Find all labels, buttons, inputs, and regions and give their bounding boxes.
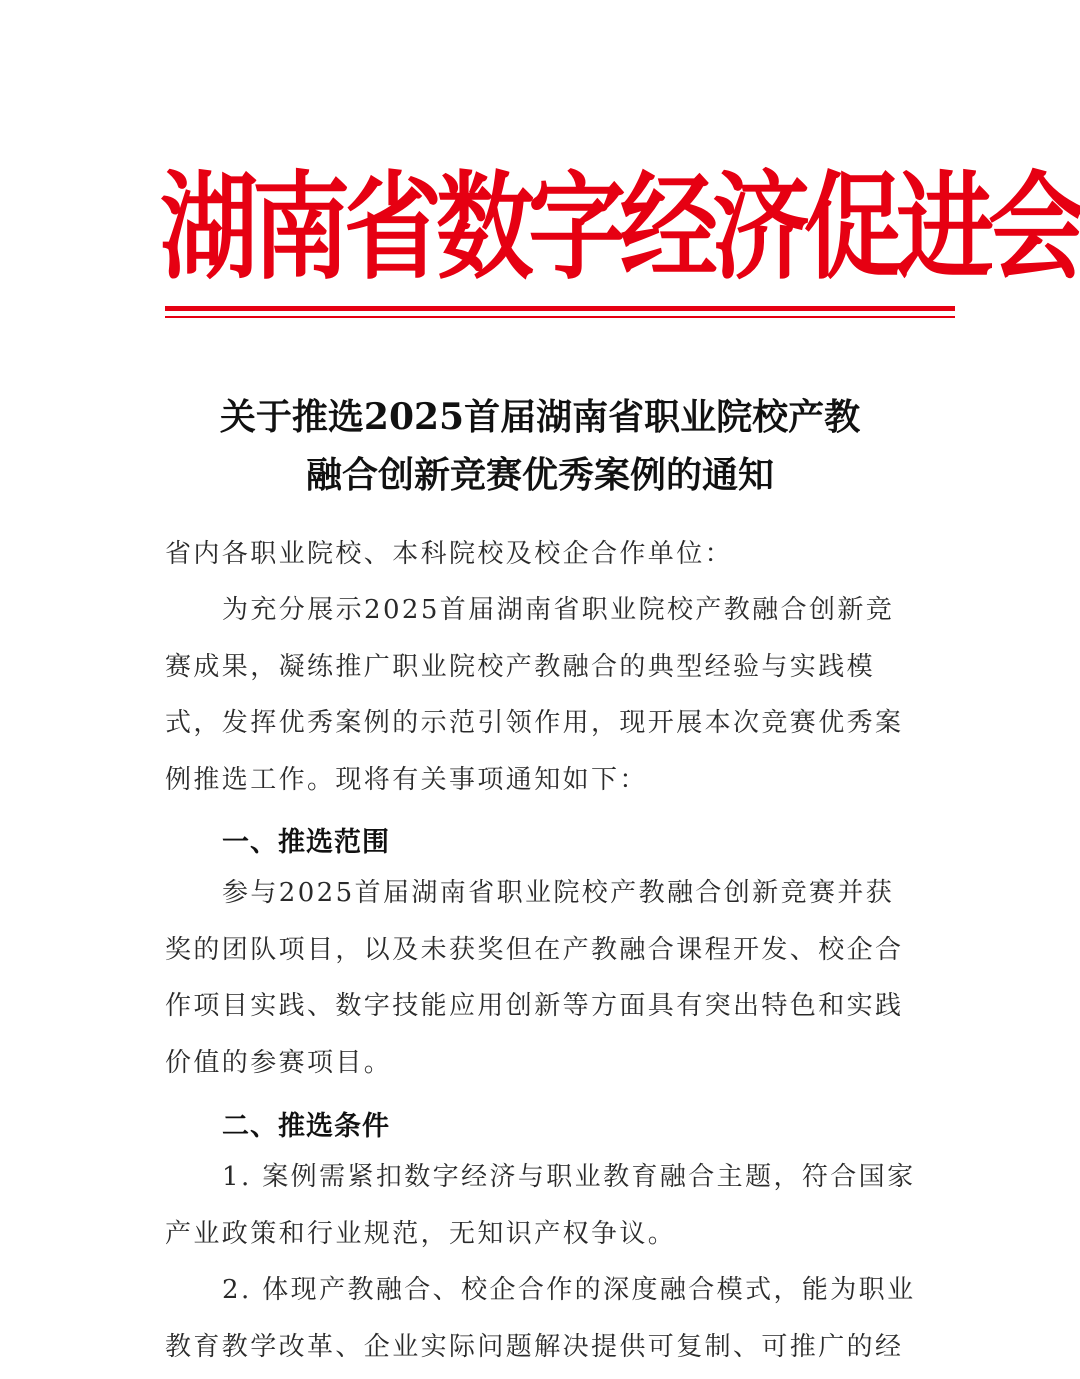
section-1-paragraph [165, 865, 925, 1091]
section-1-line-2: 奖的团队项目，以及未获奖但在产教融合课程开发、校企合 [165, 934, 904, 965]
masthead-title: 湖南省数字经济促进会 [160, 161, 1080, 296]
section-2-item-2 [165, 1262, 925, 1375]
masthead-rule-thick [165, 306, 955, 311]
document-title [140, 388, 940, 504]
title-line-1: 关于推选2025首届湖南省职业院校产教 [219, 396, 861, 438]
title-line-2: 融合创新竞赛优秀案例的通知 [305, 454, 774, 496]
section-2-item-2-line-1: 2. 体现产教融合、校企合作的深度融合模式，能为职业 [222, 1275, 916, 1305]
section-2-heading: 二、推选条件 [222, 1111, 390, 1142]
masthead-rule-thin [165, 316, 955, 318]
section-1-line-1: 参与2025首届湖南省职业院校产教融合创新竞赛并获 [222, 878, 895, 908]
section-1-line-3: 作项目实践、数字技能应用创新等方面具有突出特色和实践 [165, 991, 904, 1021]
section-2-item-1 [165, 1149, 925, 1262]
intro-paragraph [165, 582, 925, 808]
section-2-item-1-line-2: 产业政策和行业规范，无知识产权争议。 [165, 1218, 677, 1249]
salutation: 省内各职业院校、本科院校及校企合作单位： [165, 539, 734, 569]
section-2-item-2-line-2: 教育教学改革、企业实际问题解决提供可复制、可推广的经 [165, 1331, 904, 1362]
section-1-line-4: 价值的参赛项目。 [165, 1047, 393, 1078]
intro-line-2: 赛成果，凝练推广职业院校产教融合的典型经验与实践模 [165, 651, 876, 682]
section-2-item-1-line-1: 1. 案例需紧扣数字经济与职业教育融合主题，符合国家 [222, 1162, 916, 1192]
intro-line-3: 式，发挥优秀案例的示范引领作用，现开展本次竞赛优秀案 [165, 708, 904, 738]
intro-line-1: 为充分展示2025首届湖南省职业院校产教融合创新竞 [222, 595, 895, 625]
section-1-heading: 一、推选范围 [222, 827, 390, 858]
intro-line-4: 例推选工作。现将有关事项通知如下： [165, 764, 648, 795]
